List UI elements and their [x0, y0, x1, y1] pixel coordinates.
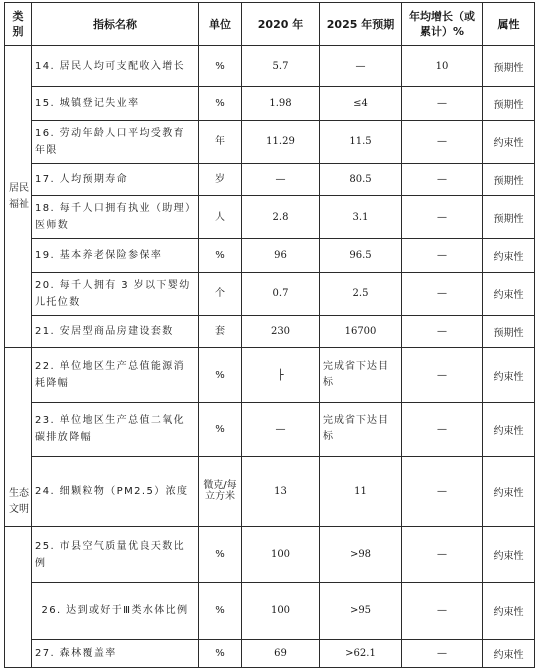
table-row [5, 87, 535, 120]
indicator-name: 22. 单位地区生产总值能源消耗降幅 [32, 348, 199, 403]
table-row [5, 402, 535, 456]
value-2020: 11.29 [242, 120, 320, 163]
indicator-name: 16. 劳动年龄人口平均受教育年限 [32, 120, 199, 163]
value-2020: 13 [242, 456, 320, 526]
attribute: 约束性 [483, 239, 535, 272]
value-2020: 2.8 [242, 196, 320, 239]
indicator-name: 25. 市县空气质量优良天数比例 [32, 527, 199, 583]
value-2020: — [242, 163, 320, 195]
attribute: 预期性 [483, 87, 535, 120]
value-2025: 3.1 [320, 196, 402, 239]
value-2020: 100 [242, 583, 320, 640]
value-2020: 96 [242, 239, 320, 272]
value-2020: 230 [242, 316, 320, 348]
attribute: 约束性 [483, 527, 535, 583]
indicator-unit: % [199, 46, 242, 87]
header-growth-line2: 累计）% [419, 25, 465, 38]
indicator-unit: % [199, 348, 242, 403]
annual-growth: — [402, 316, 483, 348]
value-2025: 16700 [320, 316, 402, 348]
header-attribute: 属性 [483, 3, 535, 46]
indicator-name: 23. 单位地区生产总值二氧化碳排放降幅 [32, 402, 199, 456]
category-eco-label: 生态文明 [9, 488, 29, 516]
attribute: 预期性 [483, 196, 535, 239]
attribute: 约束性 [483, 120, 535, 163]
category-cell-welfare [5, 46, 32, 348]
indicator-name: 18. 每千人口拥有执业（助理）医师数 [32, 196, 199, 239]
value-2020: 0.7 [242, 272, 320, 315]
table-row [5, 196, 535, 239]
indicator-unit: 个 [199, 272, 242, 315]
indicator-name: 20. 每千人拥有 3 岁以下婴幼儿托位数 [32, 272, 199, 315]
annual-growth: — [402, 527, 483, 583]
table-row [5, 163, 535, 195]
table-row [5, 583, 535, 640]
annual-growth: — [402, 163, 483, 195]
indicator-name: 15. 城镇登记失业率 [32, 87, 199, 120]
indicator-unit: % [199, 402, 242, 456]
table-row [5, 46, 535, 87]
table-row [5, 239, 535, 272]
header-growth-line1: 年均增长（或 [409, 10, 475, 23]
attribute: 约束性 [483, 272, 535, 315]
annual-growth: — [402, 196, 483, 239]
value-2020: ├ [242, 348, 320, 403]
attribute: 约束性 [483, 583, 535, 640]
value-2020: 5.7 [242, 46, 320, 87]
table-row [5, 348, 535, 403]
indicator-name: 24. 细颗粒物（PM2.5）浓度 [32, 456, 199, 526]
annual-growth: — [402, 583, 483, 640]
indicator-unit: % [199, 639, 242, 667]
table-row [5, 316, 535, 348]
table-row [5, 272, 535, 315]
header-2020: 2020 年 [242, 3, 320, 46]
indicator-unit: 年 [199, 120, 242, 163]
attribute: 约束性 [483, 348, 535, 403]
category-welfare-label: 居民福祉 [9, 182, 29, 210]
attribute: 约束性 [483, 456, 535, 526]
indicator-name: 14. 居民人均可支配收入增长 [32, 46, 199, 87]
indicator-name: 27. 森林覆盖率 [32, 639, 199, 667]
annual-growth: — [402, 456, 483, 526]
indicator-table [4, 2, 535, 668]
indicator-name: 19. 基本养老保险参保率 [32, 239, 199, 272]
value-2025: >62.1 [320, 639, 402, 667]
value-2020: 1.98 [242, 87, 320, 120]
indicator-unit: % [199, 239, 242, 272]
annual-growth: — [402, 402, 483, 456]
value-2025: >98 [320, 527, 402, 583]
header-annual-growth [402, 3, 483, 46]
indicator-unit: 岁 [199, 163, 242, 195]
annual-growth: 10 [402, 46, 483, 87]
value-2025: >95 [320, 583, 402, 640]
table-row [5, 639, 535, 667]
indicator-unit: 微克/每立方米 [199, 456, 242, 526]
indicator-name: 26. 达到或好于Ⅲ类水体比例 [32, 583, 199, 640]
indicator-name: 21. 安居型商品房建设套数 [32, 316, 199, 348]
annual-growth: — [402, 348, 483, 403]
table-row [5, 456, 535, 526]
value-2025: 完成省下达目标 [320, 402, 402, 456]
annual-growth: — [402, 239, 483, 272]
attribute: 预期性 [483, 316, 535, 348]
annual-growth: — [402, 639, 483, 667]
header-row [5, 3, 535, 46]
value-2025: 2.5 [320, 272, 402, 315]
annual-growth: — [402, 87, 483, 120]
attribute: 约束性 [483, 639, 535, 667]
value-2025: — [320, 46, 402, 87]
category-blank-cell [5, 527, 32, 668]
indicator-unit: 套 [199, 316, 242, 348]
category-cell-eco [5, 348, 32, 527]
header-unit: 单位 [199, 3, 242, 46]
header-category: 类别 [5, 3, 32, 46]
indicator-unit: % [199, 87, 242, 120]
indicator-unit: % [199, 583, 242, 640]
value-2025: 96.5 [320, 239, 402, 272]
value-2025: 80.5 [320, 163, 402, 195]
table-row [5, 120, 535, 163]
indicator-name: 17. 人均预期寿命 [32, 163, 199, 195]
attribute: 约束性 [483, 402, 535, 456]
value-2020: — [242, 402, 320, 456]
header-indicator-name: 指标名称 [32, 3, 199, 46]
attribute: 预期性 [483, 46, 535, 87]
value-2025: 11.5 [320, 120, 402, 163]
indicator-unit: 人 [199, 196, 242, 239]
annual-growth: — [402, 272, 483, 315]
attribute: 预期性 [483, 163, 535, 195]
indicator-unit: % [199, 527, 242, 583]
header-2025-expected: 2025 年预期 [320, 3, 402, 46]
annual-growth: — [402, 120, 483, 163]
value-2025: ≤4 [320, 87, 402, 120]
table-row [5, 527, 535, 583]
value-2025: 11 [320, 456, 402, 526]
value-2025: 完成省下达目标 [320, 348, 402, 403]
value-2020: 100 [242, 527, 320, 583]
value-2020: 69 [242, 639, 320, 667]
